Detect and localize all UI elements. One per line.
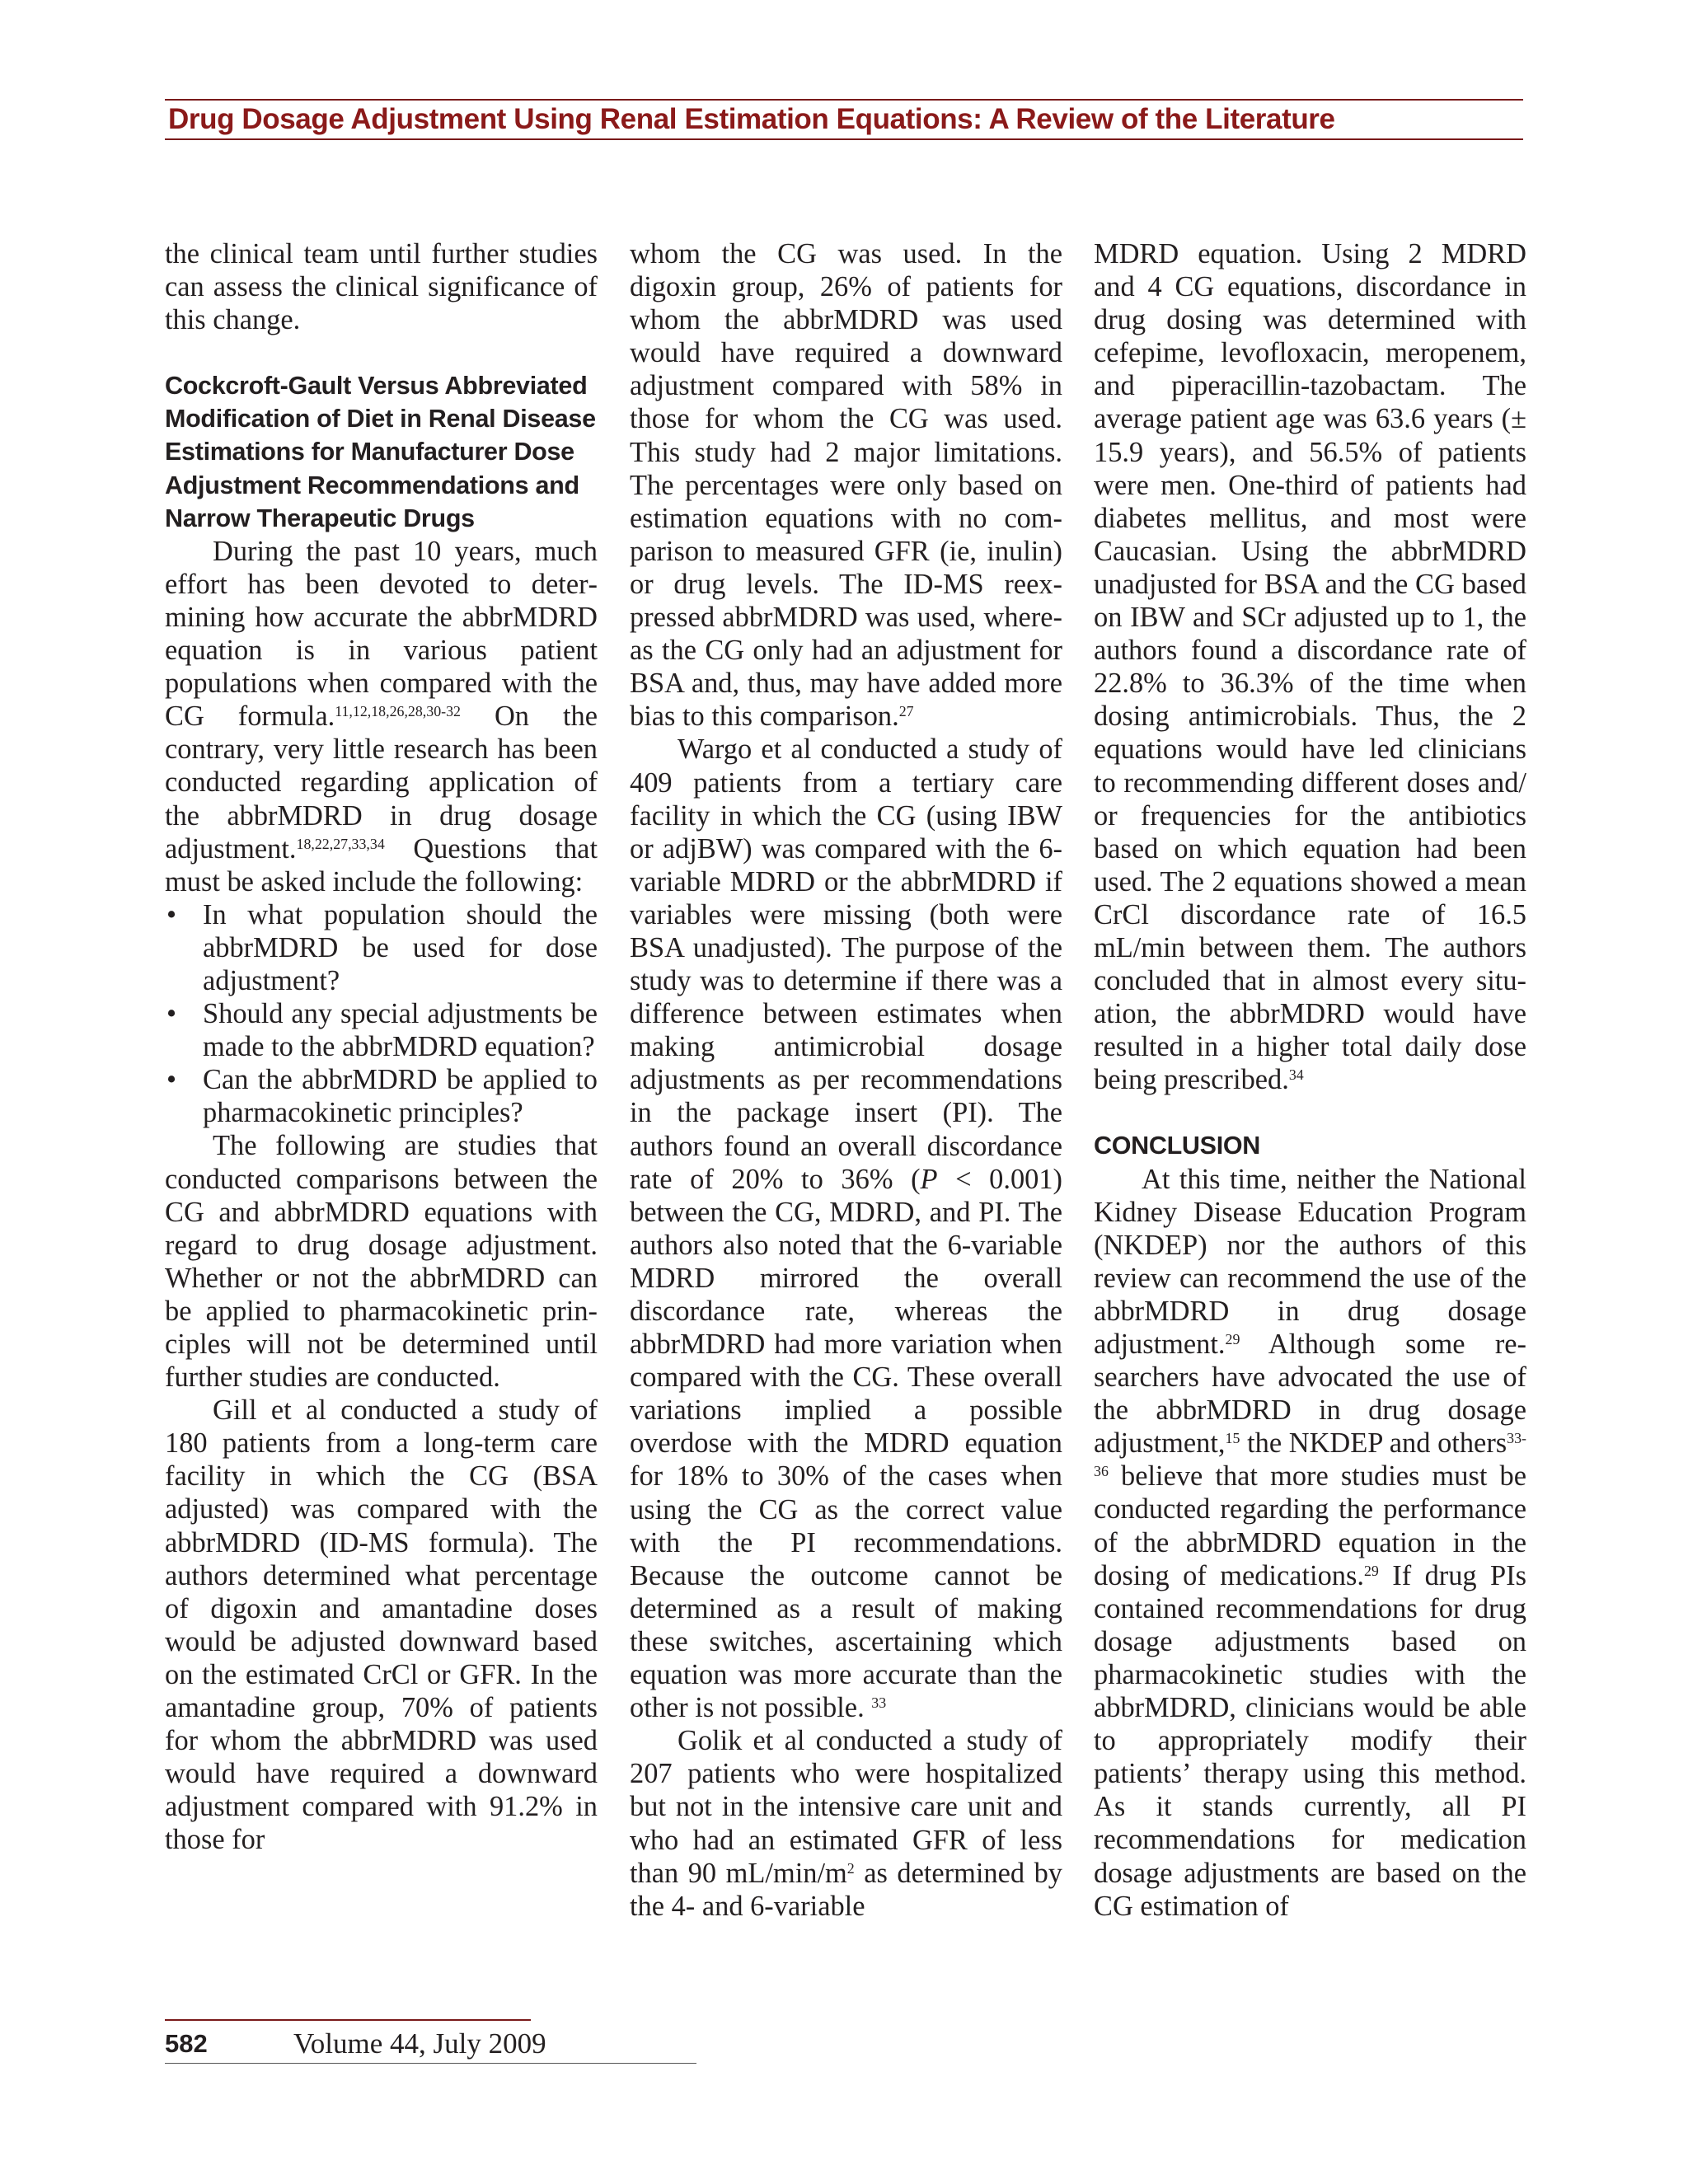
section-heading: Cockcroft-Gault Versus Abbreviated Modification of Diet in Renal Disease Estimations for Manufacturer Dose Adjustment Recommendations and Narrow Therapeutic Drugs: [165, 372, 596, 532]
text-run: Wargo et al conducted a study of 409 patients from a tertiary care facility in which the CG (using IBW or adjBW) was compared with the 6-variable MDRD or the abbrMDRD if variables were missing (both were BSA unadjusted). The purpose of the study was to determine if there was a difference between estimates when making antimicrobial dosage adjustments as per recommendations in the package insert (PI). The authors found an overall discordance rate of 20% to 36% (: [630, 733, 1062, 1195]
page-number: 582: [165, 2029, 208, 2058]
text-run: < 0.001) between the CG, MDRD, and PI. The authors also noted that the 6-variable MDRD mirrored the overall discordance rate, whereas the abbrMDRD had more variation when compared with the CG. These overall variations implied a possible overdose with the MDRD equation for 18% to 30% of the cases when using the CG as the correct value with the PI recommendations. Because the outcome cannot be determined as a result of making these switches, ascertaining which equation was more accurate than the other is not possible.: [630, 1163, 1062, 1724]
citation: 18,22,27,33,34: [296, 835, 385, 852]
text-run: whom the CG was used. In the digoxin group, 26% of patients for whom the abbrMDRD was used would have required a downward adjustment compared with 58% in those for whom the CG was used. This study had 2 major limitations. The percentages were only based on estimation equations with no comparison to measured GFR (ie, inulin) or drug levels. The ID-MS reexpressed abbrMDRD was used, whereas the CG only had an adjustment for BSA and, thus, may have added more bias to this comparison.: [630, 238, 1062, 733]
question-list: [165, 898, 598, 1130]
list-item: [165, 1063, 598, 1129]
text-run: the NKDEP and others: [1240, 1427, 1507, 1460]
citation: 33: [871, 1694, 887, 1712]
text-run: as determined by the 4- and 6-variable: [630, 1857, 1062, 1922]
text-run: Questions that must be asked include the following:: [165, 832, 598, 898]
footer-rule-top: [165, 2019, 531, 2021]
paragraph: [165, 535, 598, 898]
superscript: 2: [846, 1859, 855, 1877]
paragraph: [1094, 237, 1526, 1096]
list-item-text: Can the abbrMDRD be applied to pharmacokinetic principles?: [203, 1064, 598, 1129]
citation: 15: [1225, 1430, 1240, 1447]
citation: 11,12,18,26,28,30-32: [335, 703, 461, 720]
citation: 33-36: [1094, 1430, 1526, 1480]
paragraph: [630, 733, 1062, 1724]
text-run: Golik et al conducted a study of 207 patients who were hospitalized but not in the intensive care unit and who had an estimated GFR of less than 90 mL/min/m: [630, 1725, 1062, 1889]
citation: 29: [1363, 1562, 1379, 1579]
paragraph: the clinical team until further studies can assess the clinical significance of this change.: [165, 238, 598, 336]
column-1: [165, 237, 598, 1857]
citation: 27: [898, 703, 914, 720]
column-2: [630, 237, 1062, 1923]
list-item: [165, 898, 598, 997]
paragraph: [630, 237, 1062, 733]
column-3: [1094, 237, 1526, 1923]
bullet-icon: •: [166, 898, 177, 930]
text-run: MDRD equation. Using 2 MDRD and 4 CG equations, discordance in drug dosing was determined with cefepime, levofloxacin, meropenem, and piperacillin-tazobactam. The average patient age was 63.6 years (± 15.9 years), and 56.5% of patients were men. One-third of patients had diabetes mellitus, and most were Caucasian. Using the abbrMDRD unadjusted for BSA and the CG based on IBW and SCr adjusted up to 1, the authors found a discordance rate of 22.8% to 36.3% of the time when dosing antimicrobials. Thus, the 2 equations would have led clinicians to recommending different doses and/ or frequencies for the antibiotics based on which equation had been used. The 2 equations showed a mean CrCl discordance rate of 16.5 mL/min between them. The authors concluded that in almost every situation, the abbrMDRD would have resulted in a higher total daily dose being prescribed.: [1094, 238, 1526, 1096]
text-run: During the past 10 years, much effort has been devoted to determining how accurate the abbrMDRD equation is in various patient populations when compared with the CG formula.: [165, 535, 598, 733]
text-run: Although some researchers have advocated the use of the abbrMDRD in drug dosage adjustment,: [1094, 1329, 1526, 1460]
issue-info: Volume 44, July 2009: [293, 2027, 546, 2060]
section-heading: CONCLUSION: [1094, 1132, 1261, 1160]
header-rule-top: [165, 99, 1523, 101]
paragraph: The following are studies that conducted comparisons between the CG and abbrMDRD equations with regard to drug dosage adjustment. Whether or not the abbrMDRD can be applied to pharmacokinetic principles will not be determined until further studies are conducted.: [165, 1130, 598, 1394]
paragraph: [630, 1724, 1062, 1923]
text-run: If drug PIs contained recommendations for drug dosage adjustments based on pharmacokinetic studies with the abbrMDRD, clinicians would be able to appropriately modify their patients’ therapy using this method. As it stands currently, all PI recommendations for medication dosage adjustments are based on the CG estimation of: [1094, 1559, 1526, 1922]
running-head: Drug Dosage Adjustment Using Renal Estimation Equations: A Review of the Literature: [168, 103, 1335, 135]
text-run: At this time, neither the National Kidney Disease Education Program (NKDEP) nor the authors of this review can recommend the use of the abbrMDRD in drug dosage adjustment.: [1094, 1163, 1526, 1360]
header-rule-bottom: [165, 138, 1523, 140]
citation: 29: [1225, 1330, 1240, 1347]
text-run: believe that more studies must be conducted regarding the performance of the abbrMDRD equation in the dosing of medications.: [1094, 1460, 1526, 1591]
list-item-text: Should any special adjustments be made to the abbrMDRD equation?: [203, 998, 598, 1063]
paragraph: Gill et al conducted a study of 180 patients from a long-term care facility in which the CG (BSA adjusted) was compared with the abbrMDRD (ID-MS formula). The authors determined what percentage of digoxin and amantadine doses would be adjusted downward based on the estimated CrCl or GFR. In the amantadine group, 70% of patients for whom the abbrMDRD was used would have required a downward adjustment compared with 91.2% in those for: [165, 1394, 598, 1856]
citation: 34: [1288, 1066, 1304, 1084]
bullet-icon: •: [166, 1064, 177, 1096]
list-item-text: In what population should the abbrMDRD be used for dose adjustment?: [203, 898, 598, 996]
paragraph: [1094, 1163, 1526, 1923]
list-item: [165, 997, 598, 1063]
text-run: On the contrary, very little research has been conducted regarding application of the abbrMDRD in drug dosage adjustment.: [165, 701, 598, 865]
footer-rule-bottom: [165, 2063, 696, 2064]
p-value-symbol: P: [920, 1163, 938, 1195]
bullet-icon: •: [166, 998, 177, 1030]
